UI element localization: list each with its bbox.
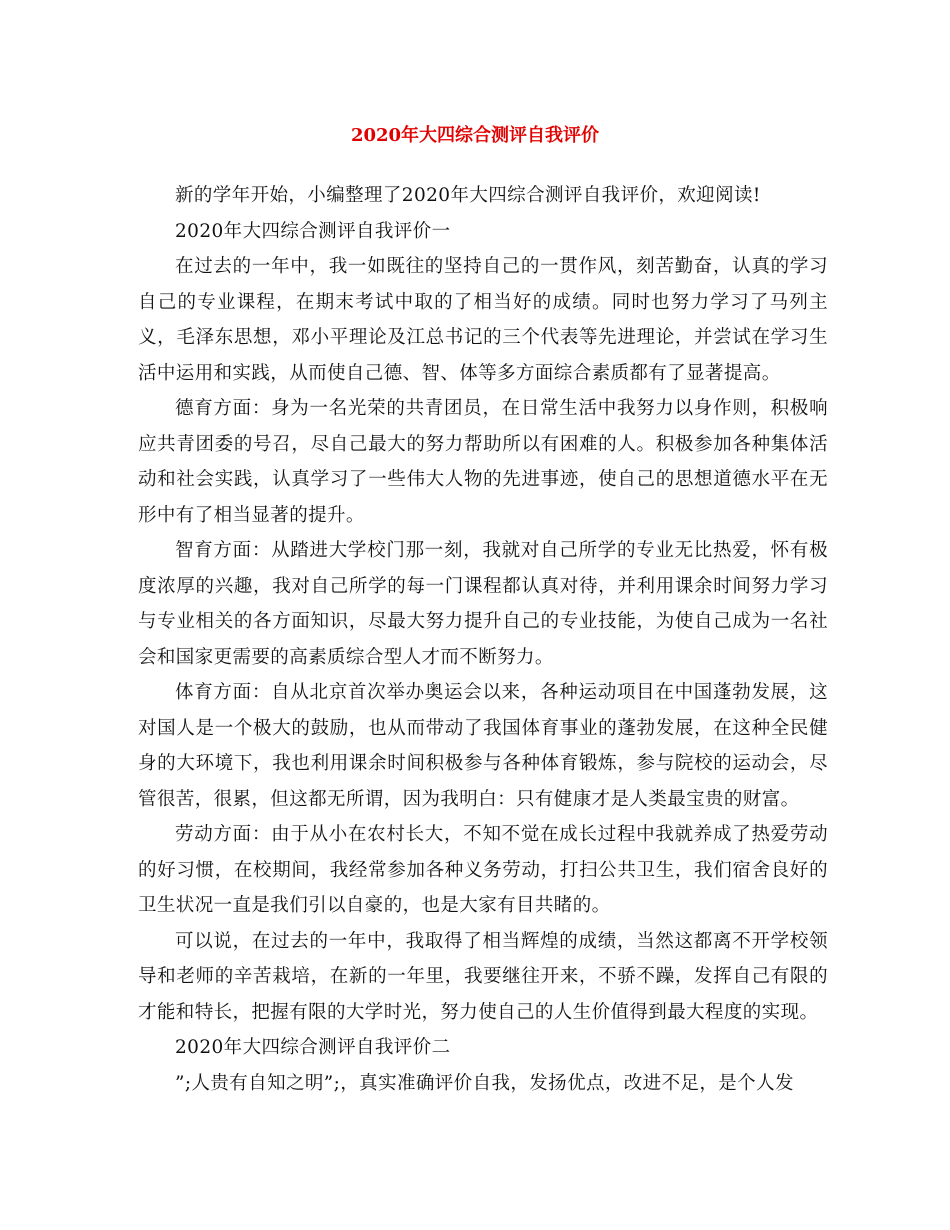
- body-paragraph: 在过去的一年中，我一如既往的坚持自己的一贯作风，刻苦勤奋，认真的学习自己的专业课程，在期末考试中取的了相当好的成绩。同时也努力学习了马列主义，毛泽东思想，邓小平理论及江总书记的三个代表等先进理论，并尝试在学习生活中运用和实践，从而使自己德、智、体等多方面综合素质都有了显著提高。: [138, 256, 828, 384]
- section-heading-two: 2020年大四综合测评自我评价二: [175, 1037, 451, 1058]
- body-paragraph: 智育方面：从踏进大学校门那一刻，我就对自己所学的专业无比热爱，怀有极度浓厚的兴趣，我对自己所学的每一门课程都认真对待，并利用课余时间努力学习与专业相关的各方面知识，尽最大努力提升自己的专业技能，为使自己成为一名社会和国家更需要的高素质综合型人才而不断努力。: [138, 540, 828, 668]
- intro-paragraph: 新的学年开始，小编整理了2020年大四综合测评自我评价，欢迎阅读!: [175, 185, 761, 206]
- body-paragraph: ”;人贵有自知之明”;，真实准确评价自我，发扬优点，改进不足，是个人发: [175, 1072, 794, 1094]
- document-title: 2020年大四综合测评自我评价: [350, 125, 600, 146]
- document-body: [138, 178, 828, 1101]
- body-paragraph: 德育方面：身为一名光荣的共青团员，在日常生活中我努力以身作则，积极响应共青团委的号召，尽自己最大的努力帮助所以有困难的人。积极参加各种集体活动和社会实践，认真学习了一些伟大人物的先进事迹，使自己的思想道德水平在无形中有了相当显著的提升。: [138, 398, 828, 526]
- body-paragraph: 劳动方面：由于从小在农村长大，不知不觉在成长过程中我就养成了热爱劳动的好习惯，在校期间，我经常参加各种义务劳动，打扫公共卫生，我们宿舍良好的卫生状况一直是我们引以自豪的，也是大家有目共睹的。: [138, 824, 828, 916]
- section-heading-one: 2020年大四综合测评自我评价一: [175, 220, 451, 242]
- body-paragraph: 体育方面：自从北京首次举办奥运会以来，各种运动项目在中国蓬勃发展，这对国人是一个极大的鼓励，也从而带动了我国体育事业的蓬勃发展，在这种全民健身的大环境下，我也利用课余时间积极参与各种体育锻炼，参与院校的运动会，尽管很苦，很累，但这都无所谓，因为我明白：只有健康才是人类最宝贵的财富。: [138, 682, 828, 810]
- body-paragraph: 可以说，在过去的一年中，我取得了相当辉煌的成绩，当然这都离不开学校领导和老师的辛苦栽培，在新的一年里，我要继往开来，不骄不躁，发挥自己有限的才能和特长，把握有限的大学时光，努力使自己的人生价值得到最大程度的实现。: [138, 930, 828, 1023]
